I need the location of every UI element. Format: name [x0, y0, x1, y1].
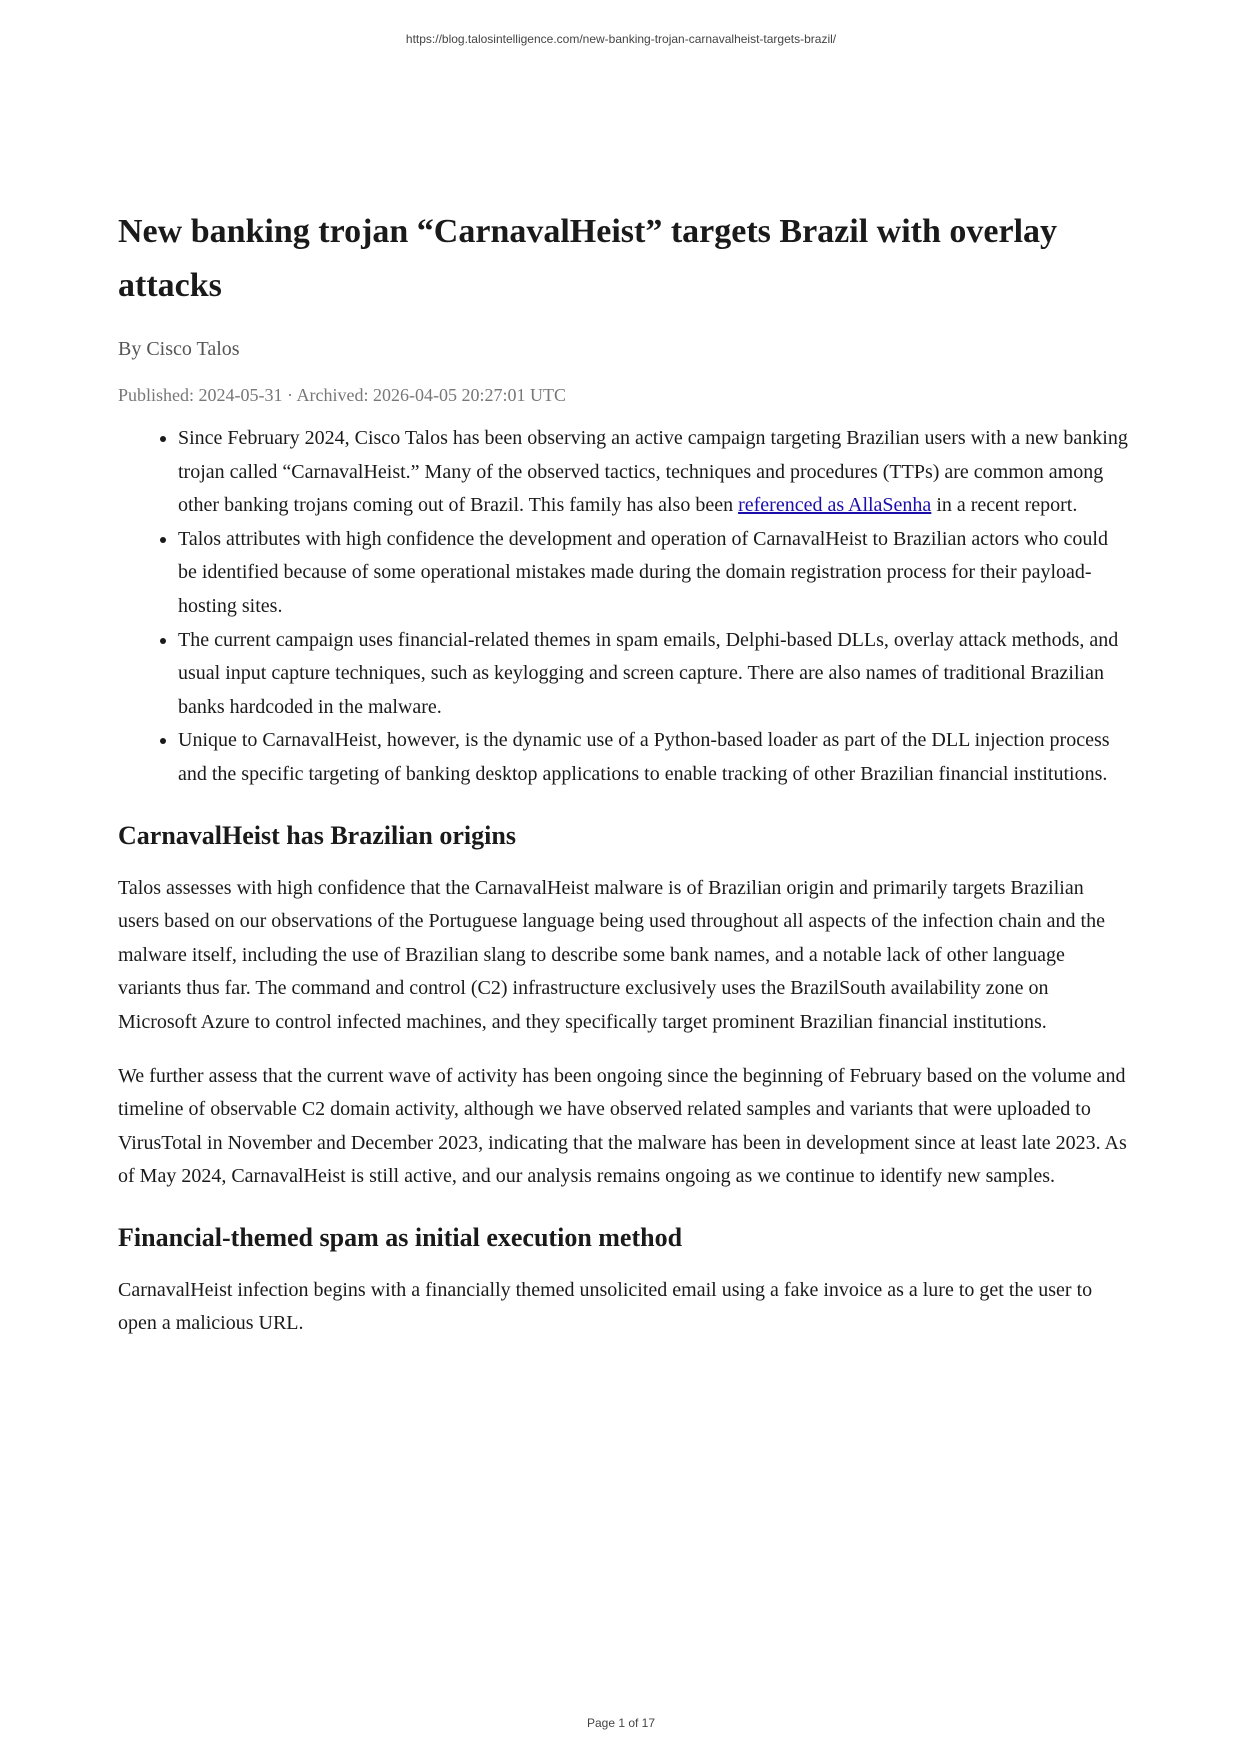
summary-bullet-1 — [178, 422, 1128, 523]
section-heading-origins: CarnavalHeist has Brazilian origins — [118, 820, 516, 850]
summary-bullet-list — [118, 422, 1128, 792]
origins-paragraph-2: We further assess that the current wave of activity has been ongoing since the beginning of February based on the volume and timeline of observable C2 domain activity, although we have observed related samples and variants that were uploaded to VirusTotal in November and December 2023, indicating that the malware has been in development since at least late 2023. As of May 2024, CarnavalHeist is still active, and our analysis remains ongoing as we continue to identify new samples. — [118, 1064, 1127, 1188]
summary-bullet-3: • The current campaign uses financial-related themes in spam emails, Delphi-based DLLs, overlay attack methods, and usual input capture techniques, such as keylogging and screen capture. There are also names of traditional Brazilian banks hardcoded in the malware. — [178, 624, 1128, 725]
section-heading-spam: Financial-themed spam as initial execution method — [118, 1222, 683, 1252]
spam-paragraph-1: CarnavalHeist infection begins with a financially themed unsolicited email using a fake invoice as a lure to get the user to open a malicious URL. — [118, 1278, 1093, 1335]
article — [118, 205, 1128, 1361]
publish-meta: Published: 2024-05-31 · Archived: 2026-04-05 20:27:01 UTC — [118, 385, 566, 405]
summary-bullet-2: • Talos attributes with high confidence the development and operation of CarnavalHeist to Brazilian actors who could be identified because of some operational mistakes made during the domain registration process for their payload-hosting sites. — [178, 523, 1128, 624]
page-number-footer: Page 1 of 17 — [586, 1716, 656, 1730]
bullet-1-text-end: in a recent report. — [931, 494, 1078, 517]
summary-bullet-4: • Unique to CarnavalHeist, however, is the dynamic use of a Python-based loader as part of the DLL injection process and the specific targeting of banking desktop applications to enable tracking of other Brazilian financial institutions. — [178, 724, 1128, 791]
allasenha-reference-link[interactable]: referenced as AllaSenha — [738, 494, 932, 517]
byline: By Cisco Talos — [118, 338, 240, 360]
origins-paragraph-1: Talos assesses with high confidence that the CarnavalHeist malware is of Brazilian origin and primarily targets Brazilian users based on our observations of the Portuguese language being used throughout all aspects of the infection chain and the malware itself, including the use of Brazilian slang to describe some bank names, and a notable lack of other language variants thus far. The command and control (C2) infrastructure exclusively uses the BrazilSouth availability zone on Microsoft Azure to control infected machines, and they specifically target prominent Brazilian financial institutions. — [118, 876, 1105, 1033]
article-title: New banking trojan “CarnavalHeist” targets Brazil with overlay attacks — [118, 213, 1058, 304]
bullet-1-text: Since February 2024, Cisco Talos has been observing an active campaign targeting Brazilian users with a new banking trojan called “CarnavalHeist.” Many of the observed tactics, techniques and procedures (TTPs) are common among other banking trojans coming out of Brazil. This family has also been — [178, 427, 1128, 517]
page-url-header: https://blog.talosintelligence.com/new-banking-trojan-carnavalheist-targets-brazil/ — [405, 32, 837, 46]
